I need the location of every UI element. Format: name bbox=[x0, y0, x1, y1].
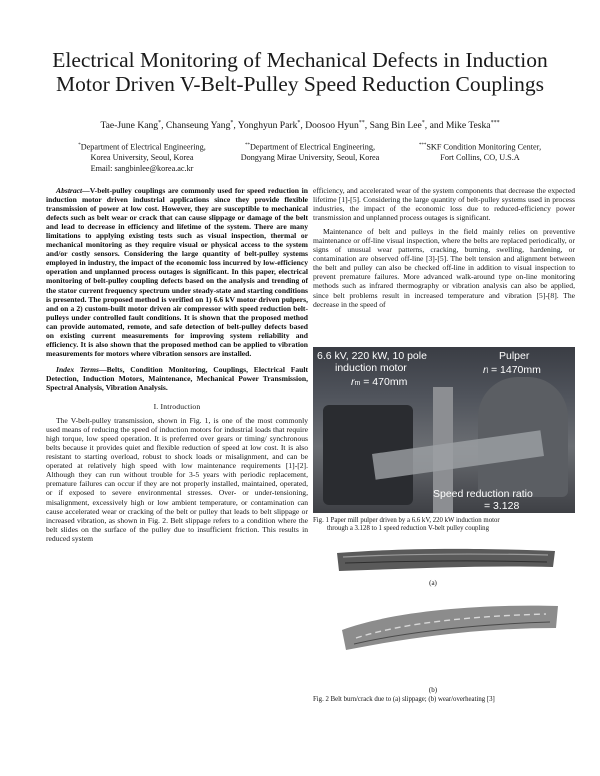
intro-paragraph-1: The V-belt-pulley transmission, shown in Fig. 1, is one of the most commonly used means of reducing the speed of induction motors for industrial loads that require high torque, low speed operation. It is preferred over gears or timing/ synchronous belts because it provides quiet and flexible reduction of speed at low cost. It is also resistant to starting overload, robust to shock loads or misalignment, and can be operated at relatively high speed with low maintenance requirements [1]-[2]. Although they can run without trouble for 3-5 years with periodic replacement, premature failures can occur if they are not properly installed, maintained, operated, or if exposed to severe environmental stresses. Over- or under-tensioning, misalignment, excessively high or low ambient temperature, or contamination can cause accelerated wear or cracking of the belt or pulley that leads to belt slippage or increased vibration, as shown in Fig. 2. Belt slippage refers to a condition where the belt slides on the surface of the pulley due to insufficient friction. This results in reduced system bbox=[46, 416, 308, 543]
affiliation-3 bbox=[390, 141, 570, 164]
motor-radius-subscript: m bbox=[354, 380, 361, 387]
figure-2a-belt-photo bbox=[333, 543, 559, 576]
author-2-mark: * bbox=[230, 120, 234, 126]
pulper-radius-symbol: r bbox=[483, 364, 487, 376]
author-6-mark: *** bbox=[490, 120, 500, 126]
abstract-text: —V-belt-pulley couplings are commonly used for speed reduction in induction motor driven industrial applications since they provide flexible transmission of power at low cost. However, they are susceptible to mechanical defects such as belt wear or crack that can cause slippage or damage of the belt and lead to decrease in efficiency and lifetime of the system. There are many limitations to applying existing tests such as visual inspection, thermal or mechanical monitoring as they require visual or physical access to the system and/or costly sensors. Considering the large quantity of belt-pulley systems employed in industry, the impact of the economic loss incurred by low-efficiency operation and unplanned process outages is significant. In this paper, electrical monitoring of belt-pulley coupling defects based on the analysis and trending of the stator current frequency spectrum under steady-state and starting conditions is presented. The proposed method is verified on 1) 6.6 kV motor driven pulpers, and on a 2) custom-built motor driven air compressor with speed reduction belt-pulleys under controlled fault conditions. It is shown that the proposed method can provide automated, remote, and safe detection of belt-pulley defects based on existing current measurements for improving system reliability and efficiency. It is also shown that the proposed method can be applied to vibration measurements for motors where vibration sensors are installed. bbox=[46, 186, 308, 358]
figure-1-label-motor-radius bbox=[351, 376, 407, 390]
affiliation-2-line-2: Dongyang Mirae University, Seoul, Korea bbox=[240, 153, 380, 163]
author-4: , Doosoo Hyun bbox=[300, 120, 359, 132]
affiliation-2 bbox=[210, 141, 410, 164]
abstract bbox=[46, 186, 308, 358]
figure-1-caption bbox=[313, 517, 583, 534]
section-heading-introduction: I. Introduction bbox=[153, 402, 201, 412]
figure-2a-label: (a) bbox=[429, 579, 437, 587]
affiliation-2-line-1: Department of Electrical Engineering, bbox=[249, 142, 376, 152]
left-column bbox=[46, 186, 308, 543]
author-1: Tae-June Kang bbox=[100, 120, 159, 132]
paper-title bbox=[20, 48, 580, 96]
author-2: , Chanseung Yang bbox=[161, 120, 231, 132]
affiliation-3-line-1: SKF Condition Monitoring Center, bbox=[426, 142, 542, 152]
figure-1-label-motor-type: induction motor bbox=[335, 362, 407, 374]
author-4-mark: ** bbox=[358, 120, 365, 126]
figure-1-label-pulper: Pulper bbox=[499, 350, 530, 362]
figure-1-label-motor-rating: 6.6 kV, 220 kW, 10 pole bbox=[317, 350, 427, 362]
motor-radius-symbol: r bbox=[351, 376, 355, 388]
figure-2b-belt-photo bbox=[336, 602, 562, 654]
right-paragraph-2: Maintenance of belt and pulleys in the field mainly relies on preventive maintenance or off-line visual inspection, where the belts are replaced periodically, or signs of unusual wear patterns, cracking, burning, swelling, hardening, or contamination are observed off-line [3]-[5]. The belt tension and alignment between the belt and pulley can also be checked off-line in addition to visual inspection to prevent premature failures. More advanced walk-around type on-line monitoring methods such as infrared thermography or vibration analysis can also be applied, since belt problems result in increased temperature and vibration [5]-[8]. The decrease in the speed of bbox=[313, 227, 575, 309]
affiliation-1-mark: * bbox=[78, 143, 81, 148]
author-1-mark: * bbox=[158, 120, 162, 126]
index-terms-text: —Belts, Condition Monitoring, Couplings, Electrical Fault Detection, Induction Motors, Maintenance, Mechanical Power Transmission, Spectral Analysis, Vibration Analysis. bbox=[46, 364, 308, 392]
title-line-2: Motor Driven V-Belt-Pulley Speed Reduction Couplings bbox=[56, 72, 544, 96]
affiliation-3-mark: *** bbox=[418, 143, 427, 148]
figure-2b-label: (b) bbox=[428, 686, 438, 694]
motor-radius-value: = 470mm bbox=[360, 376, 408, 388]
affiliation-1-line-1: Department of Electrical Engineering, bbox=[80, 142, 206, 152]
author-list bbox=[10, 120, 590, 131]
index-terms bbox=[46, 365, 308, 392]
author-5: , Sang Bin Lee bbox=[364, 120, 422, 132]
affiliation-1-email: Email: sangbinlee@korea.ac.kr bbox=[90, 163, 194, 173]
figure-1-photo bbox=[313, 347, 575, 513]
abstract-lead: Abstract bbox=[56, 186, 83, 195]
author-3-mark: * bbox=[297, 120, 301, 126]
pulper-radius-subscript: l bbox=[486, 368, 489, 375]
title-line-1: Electrical Monitoring of Mechanical Defects in Induction bbox=[52, 48, 548, 72]
author-3: , Yonghyun Park bbox=[233, 120, 298, 132]
figure-1-label-pulper-radius bbox=[483, 364, 541, 378]
author-5-mark: * bbox=[421, 120, 425, 126]
figure-1-label-ratio-value: = 3.128 bbox=[484, 500, 520, 512]
right-paragraph-1: efficiency, and accelerated wear of the system components that decrease the expected lifetime [1]-[5]. Considering the large quantity of belt-pulley systems used in process industries, the impact of the economic loss due to reduced-efficiency power transmission and unplanned process outages is significant. bbox=[313, 186, 575, 223]
affiliation-2-mark: ** bbox=[244, 143, 250, 148]
right-column bbox=[313, 186, 575, 309]
figure-1-label-ratio-title: Speed reduction ratio bbox=[433, 488, 533, 500]
figure-1-caption-line-1: Fig. 1 Paper mill pulper driven by a 6.6 kV, 220 kW induction motor bbox=[313, 517, 500, 524]
pulper-radius-value: = 1470mm bbox=[488, 364, 541, 376]
index-terms-lead: Index Terms bbox=[56, 364, 99, 374]
affiliation-1-line-2: Korea University, Seoul, Korea bbox=[90, 153, 194, 163]
affiliation-3-line-2: Fort Collins, CO, U.S.A bbox=[440, 153, 520, 163]
figure-2-caption: Fig. 2 Belt burn/crack due to (a) slippage; (b) wear/overheating [3] bbox=[313, 696, 495, 703]
author-6: , and Mike Teska bbox=[424, 120, 491, 132]
figure-1-caption-line-2: through a 3.128 to 1 speed reduction V-belt pulley coupling bbox=[327, 525, 489, 533]
